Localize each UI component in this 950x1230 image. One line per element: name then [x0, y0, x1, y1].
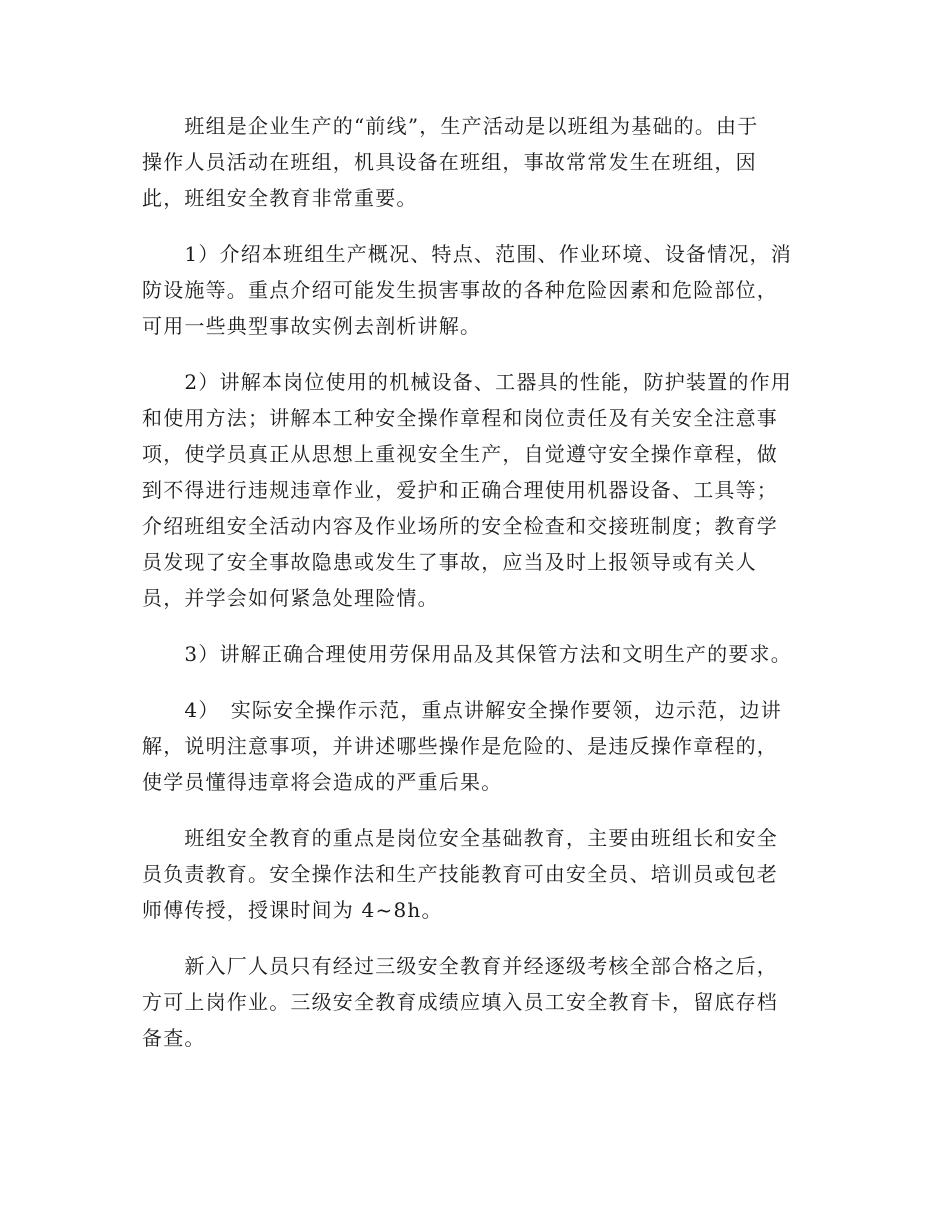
document-body: [142, 108, 812, 1076]
text-line: 项，使学员真正从思想上重视安全生产，自觉遵守安全操作章程，做: [142, 442, 778, 466]
text-line: 4） 实际安全操作示范，重点讲解安全操作要领，边示范，边讲: [142, 698, 782, 722]
paragraph-intro: [142, 108, 812, 216]
text-line: 此，班组安全教育非常重要。: [142, 186, 418, 210]
text-line: 班组是企业生产的“前线”，生产活动是以班组为基础的。由于: [142, 114, 759, 138]
text-line: 方可上岗作业。三级安全教育成绩应填入员工安全教育卡，留底存档: [142, 990, 778, 1014]
text-line: 和使用方法；讲解本工种安全操作章程和岗位责任及有关安全注意事: [142, 406, 778, 430]
paragraph-conclusion: [142, 948, 812, 1056]
paragraph-focus: [142, 820, 812, 928]
text-line: 解，说明注意事项，并讲述哪些操作是危险的、是违反操作章程的，: [142, 734, 778, 758]
text-line: 到不得进行违规违章作业，爱护和正确合理使用机器设备、工具等；: [142, 478, 778, 502]
text-line: 3）讲解正确合理使用劳保用品及其保管方法和文明生产的要求。: [142, 642, 792, 666]
text-line: 师傅传授，授课时间为 4~8h。: [142, 898, 443, 922]
text-line: 操作人员活动在班组，机具设备在班组，事故常常发生在班组，因: [142, 150, 757, 174]
text-line: 使学员懂得违章将会造成的严重后果。: [142, 770, 503, 794]
text-line: 可用一些典型事故实例去剖析讲解。: [142, 314, 482, 338]
text-line: 介绍班组安全活动内容及作业场所的安全检查和交接班制度；教育学: [142, 514, 778, 538]
text-line: 员发现了安全事故隐患或发生了事故，应当及时上报领导或有关人: [142, 550, 757, 574]
paragraph-item-4: [142, 692, 812, 800]
paragraph-item-2: [142, 364, 812, 616]
text-line: 1）介绍本班组生产概况、特点、范围、作业环境、设备情况，消: [142, 242, 792, 266]
text-line: 新入厂人员只有经过三级安全教育并经逐级考核全部合格之后，: [142, 954, 778, 978]
text-line: 班组安全教育的重点是岗位安全基础教育，主要由班组长和安全: [142, 826, 778, 850]
paragraph-item-1: [142, 236, 812, 344]
text-line: 2）讲解本岗位使用的机械设备、工器具的性能，防护装置的作用: [142, 370, 792, 394]
text-line: 防设施等。重点介绍可能发生损害事故的各种危险因素和危险部位，: [142, 278, 778, 302]
paragraph-item-3: [142, 636, 812, 672]
text-line: 员，并学会如何紧急处理险情。: [142, 586, 439, 610]
text-line: 员负责教育。安全操作法和生产技能教育可由安全员、培训员或包老: [142, 862, 778, 886]
text-line: 备查。: [142, 1026, 206, 1050]
